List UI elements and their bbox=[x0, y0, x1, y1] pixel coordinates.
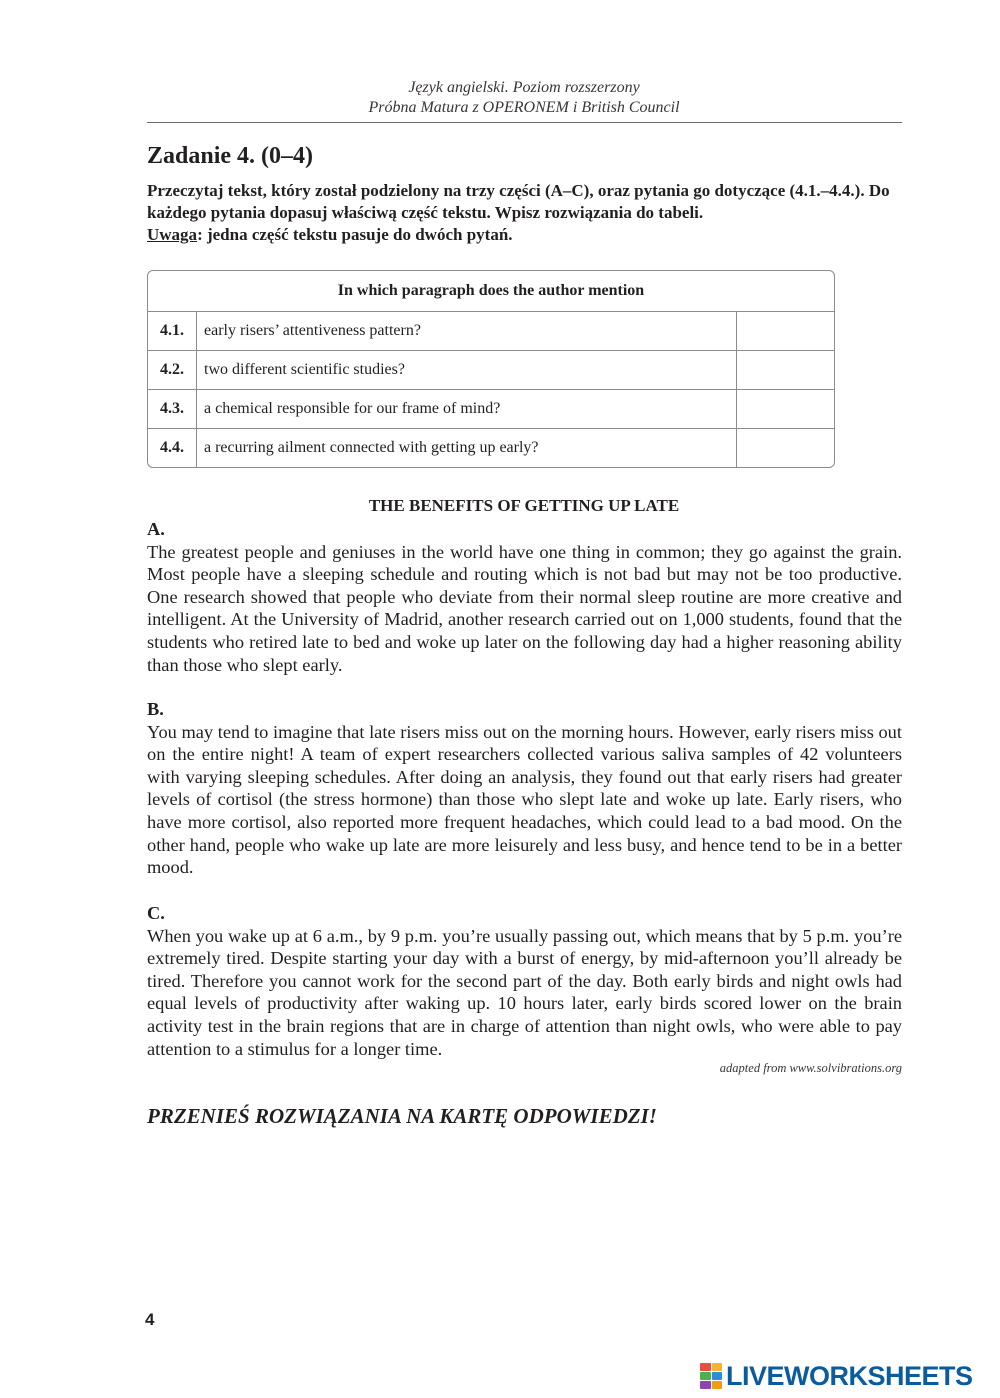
page-number: 4 bbox=[145, 1310, 155, 1329]
paragraph-b bbox=[147, 698, 902, 879]
question-number: 4.1. bbox=[148, 312, 197, 351]
logo-square bbox=[712, 1381, 723, 1389]
note-label: Uwaga bbox=[147, 225, 198, 244]
answer-cell[interactable] bbox=[737, 429, 834, 467]
transfer-note: PRZENIEŚ ROZWIĄZANIA NA KARTĘ ODPOWIEDZI! bbox=[147, 1104, 657, 1128]
header-line-2: Próbna Matura z OPERONEM i British Council bbox=[368, 99, 680, 116]
answer-cell[interactable] bbox=[737, 390, 834, 429]
header-line-1: Język angielski. Poziom rozszerzony bbox=[408, 79, 640, 96]
question-text: a chemical responsible for our frame of mind? bbox=[197, 390, 737, 429]
table-row bbox=[148, 351, 834, 390]
running-header bbox=[147, 78, 901, 118]
paragraph-c bbox=[147, 902, 902, 1060]
logo-square bbox=[712, 1363, 723, 1371]
liveworksheets-logo[interactable] bbox=[700, 1362, 973, 1390]
logo-text: LIVEWORKSHEETS bbox=[726, 1361, 973, 1391]
question-text: two different scientific studies? bbox=[197, 351, 737, 390]
table-row bbox=[148, 429, 834, 467]
paragraph-a bbox=[147, 518, 902, 676]
paragraph-label: A. bbox=[147, 519, 165, 539]
paragraph-text: The greatest people and geniuses in the world have one thing in common; they go against the grain. Most people have a sleeping schedule and routing which is not bad but may not be too productive. One research showed that people who deviate from their normal sleep routine are more creative and intelligent. At the University of Madrid, another research carried out on 1,000 students, found that the students who retired late to bed and woke up later on the following day had a higher reasoning ability than those who slept early. bbox=[147, 541, 902, 675]
logo-square bbox=[700, 1381, 711, 1389]
liveworksheets-mark-icon bbox=[700, 1363, 722, 1389]
table-row bbox=[148, 312, 834, 351]
matching-table bbox=[147, 270, 835, 468]
article-title: THE BENEFITS OF GETTING UP LATE bbox=[368, 496, 680, 515]
table-row bbox=[148, 390, 834, 429]
table-header: In which paragraph does the author mention bbox=[148, 271, 834, 312]
paragraph-label: B. bbox=[147, 699, 164, 719]
question-text: a recurring ailment connected with getting up early? bbox=[197, 429, 737, 467]
logo-square bbox=[712, 1372, 723, 1380]
question-number: 4.4. bbox=[148, 429, 197, 467]
logo-square bbox=[700, 1363, 711, 1371]
instruction-main: Przeczytaj tekst, który został podzielony na trzy części (A–C), oraz pytania go dotyczące (4.1.–4.4.). Do każdego pytania dopasuj właściwą część tekstu. Wpisz rozwiązania do tabeli. bbox=[147, 181, 890, 222]
question-number: 4.2. bbox=[148, 351, 197, 390]
paragraph-text: You may tend to imagine that late risers miss out on the morning hours. However, early risers miss out on the entire night! A team of expert researchers collected various saliva samples of 42 volunteers with varying sleeping schedules. After doing an analysis, they found out that early risers had greater levels of cortisol (the stress hormone) than those who slept late and woke up late. Early risers, who have more cortisol, also reported more frequent headaches, which could lead to a bad mood. On the other hand, people who wake up late are more leisurely and less busy, and hence tend to be in a better mood. bbox=[147, 721, 902, 878]
question-number: 4.3. bbox=[148, 390, 197, 429]
task-title: Zadanie 4. (0–4) bbox=[147, 143, 314, 169]
task-instructions bbox=[147, 180, 907, 246]
header-divider bbox=[147, 122, 902, 123]
question-text: early risers’ attentiveness pattern? bbox=[197, 312, 737, 351]
table-header-row bbox=[148, 271, 834, 312]
source-credit: adapted from www.solvibrations.org bbox=[719, 1061, 902, 1075]
paragraph-label: C. bbox=[147, 903, 165, 923]
note-text: : jedna część tekstu pasuje do dwóch pytań. bbox=[197, 225, 513, 244]
logo-square bbox=[700, 1372, 711, 1380]
paragraph-text: When you wake up at 6 a.m., by 9 p.m. you’re usually passing out, which means that by 5 p.m. you’re extremely tired. Despite starting your day with a burst of energy, by mid-afternoon you’ll already be tired. Therefore you cannot work for the second part of the day. Both early birds and night owls had equal levels of productivity after waking up. 10 hours later, early birds scored lower on the brain activity test in the brain regions that are in charge of attention than night owls, who were able to pay attention to a stimulus for a longer time. bbox=[147, 925, 902, 1059]
answer-cell[interactable] bbox=[737, 351, 834, 390]
answer-cell[interactable] bbox=[737, 312, 834, 351]
